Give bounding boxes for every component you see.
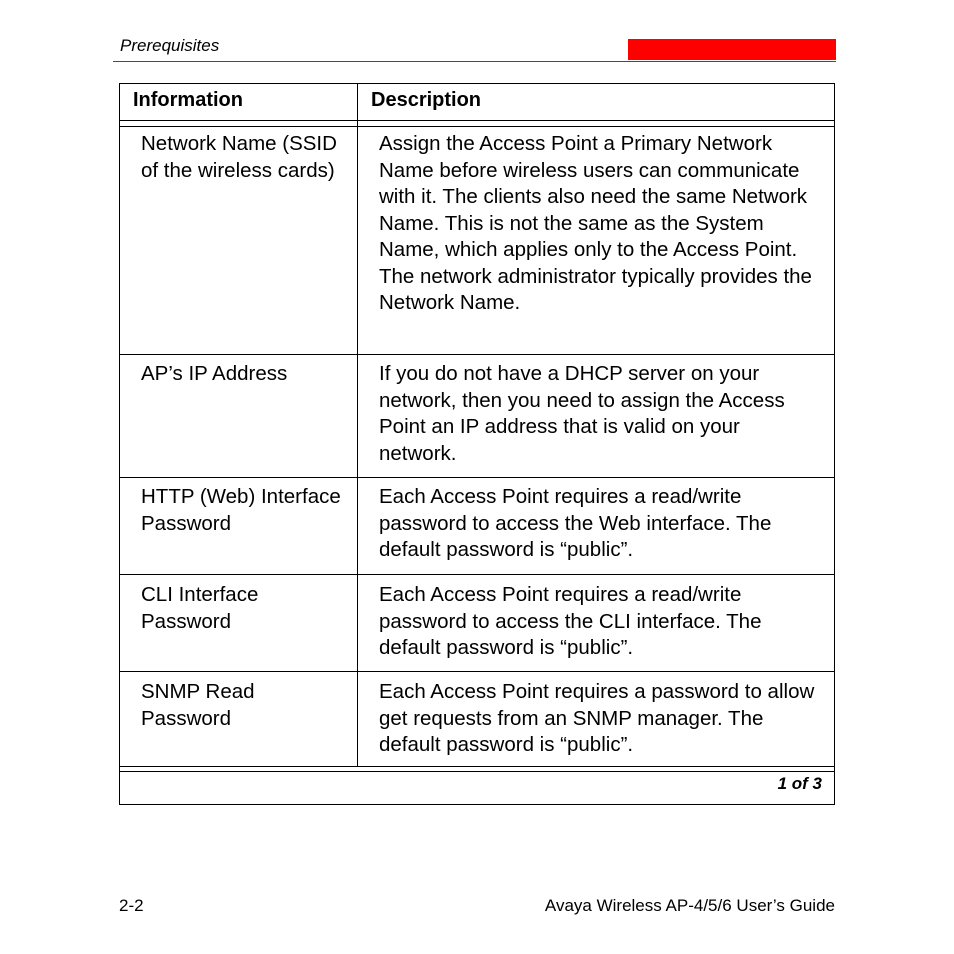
row-info: AP’s IP Address	[141, 362, 288, 385]
row-divider	[120, 574, 834, 575]
header-accent-bar	[628, 39, 836, 60]
row-description: Each Access Point requires a read/write password to access the Web interface. The default password is “public”.	[379, 485, 772, 561]
footer-rule-top	[120, 766, 834, 767]
page-count: 1 of 3	[777, 774, 822, 793]
row-description: If you do not have a DHCP server on your network, then you need to assign the Access Point an IP address that is valid on your network.	[379, 362, 785, 465]
header-rule-bottom	[120, 126, 834, 127]
footer-guide-title: Avaya Wireless AP-4/5/6 User’s Guide	[544, 896, 835, 915]
row-divider	[120, 477, 834, 478]
footer-rule-bottom	[120, 771, 834, 772]
row-description: Each Access Point requires a password to allow get requests from an SNMP manager. The default password is “public”.	[379, 680, 815, 756]
row-info: CLI Interface Password	[141, 583, 259, 633]
column-header-information: Information	[133, 89, 243, 111]
row-description: Each Access Point requires a read/write password to access the CLI interface. The default password is “public”.	[379, 583, 762, 659]
header-title: Prerequisites	[120, 36, 220, 55]
header-rule-top	[120, 120, 834, 121]
column-divider	[357, 84, 358, 767]
footer-page-number: 2-2	[119, 896, 144, 915]
row-divider	[120, 354, 834, 355]
row-divider	[120, 671, 834, 672]
row-description: Assign the Access Point a Primary Network Name before wireless users can communicate with it. The clients also need the same Network Name. This is not the same as the System Name, which applies only to the Access Point. The network administrator typically provides the Network Name.	[379, 132, 812, 314]
row-info: SNMP Read Password	[141, 680, 255, 730]
row-info: HTTP (Web) Interface Password	[141, 485, 341, 535]
row-info: Network Name (SSID of the wireless cards)	[141, 132, 337, 182]
prerequisites-table	[119, 83, 835, 805]
column-header-description: Description	[371, 89, 482, 111]
header-rule	[113, 61, 836, 62]
